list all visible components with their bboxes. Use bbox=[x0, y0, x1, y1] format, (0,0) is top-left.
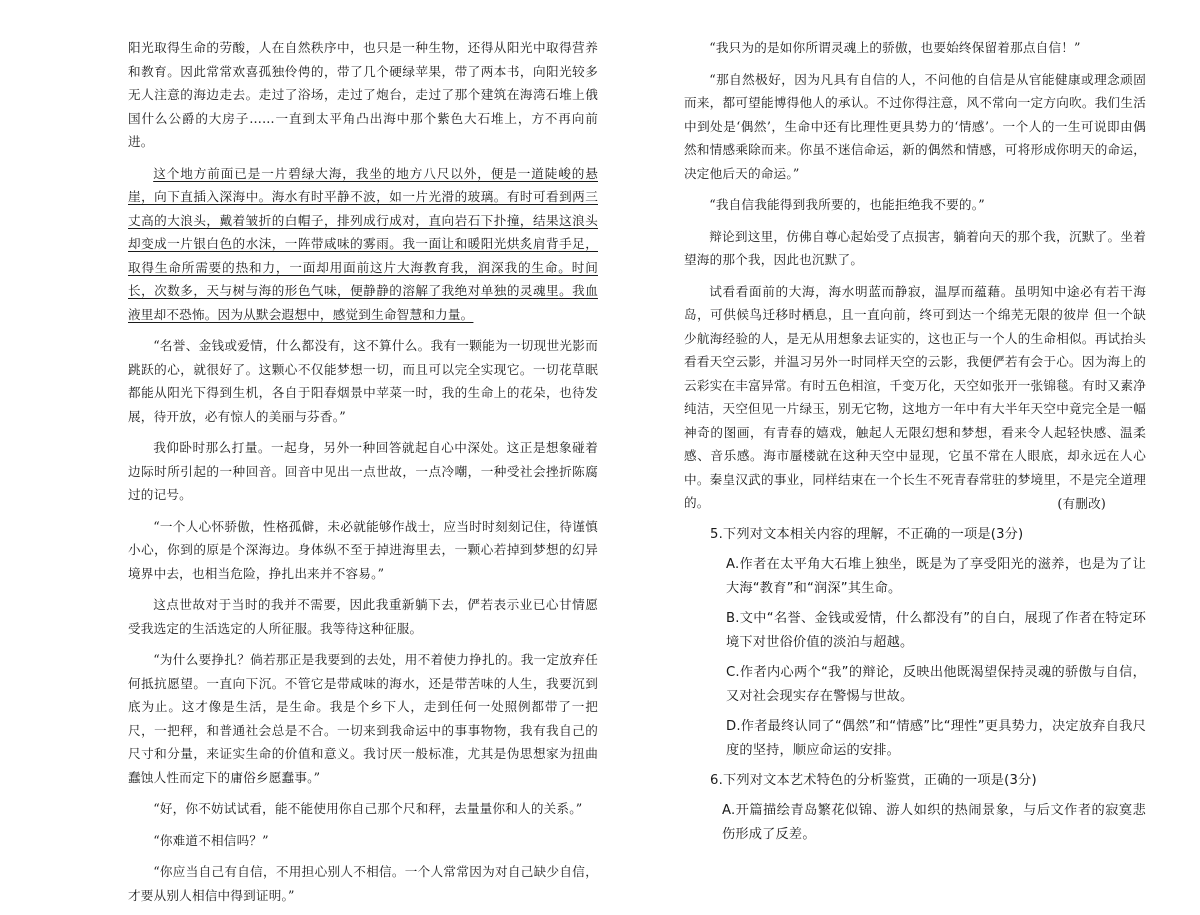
paragraph-i-believe: “我自信我能得到我所要的，也能拒绝我不要的。” bbox=[709, 197, 985, 212]
paragraph-sea-underlined bbox=[128, 162, 598, 327]
paragraph-chance-emotion: “那自然极好，因为凡具有自信的人，不问他的自信是从官能健康或理念顽固而来，都可望能博得他人的承认。不过你得注意，风不常向一定方向吹。我们生活中到处是‘偶然’，生命中还有比理性更具势力的‘情感’。一个人的一生可说即由偶然和情感乘除而来。你虽不迷信命运，新的偶然和情感，可将形成你明天的命运，决定他后天的命运。” bbox=[684, 71, 1146, 181]
paragraph-fame-money-love: “名誉、金钱或爱情，什么都没有，这不算什么。我有一颗能为一切现世光影而跳跃的心，就很好了。这颗心不仅能梦想一切，而且可以完全实现它。一切花草眠都能从阳光下得到生机，各自于阳春烟景中苹菜一时，我的生命上的花朵，也待发展，待开放，必有惊人的美丽与芬香。” bbox=[128, 338, 598, 424]
paragraph-echo: 我仰卧时那么打量。一起身，另外一种回答就起自心中深处。这正是想象碰着边际时所引起的一种回音。回音中见出一点世故，一点冷嘲，一种受社会挫折陈腐过的记号。 bbox=[128, 440, 598, 502]
question-5-option-c: C.作者内心两个“我”的辩论，反映出他既渴望保持灵魂的骄傲与自信，又对社会现实存在警惕与世故。 bbox=[726, 665, 1146, 704]
question-5-title: 5.下列对文本相关内容的理解，不正确的一项是(3分) bbox=[710, 527, 1024, 542]
question-5-option-d: D.作者最终认同了“偶然”和“情感”比“理性”更具势力，决定放弃自我尺度的坚持，顺应命运的安排。 bbox=[726, 719, 1146, 758]
paragraph-conquest: 这点世故对于当时的我并不需要，因此我重新躺下去，俨若表示业已心甘情愿受我选定的生活选定的人所征服。我等待这种征服。 bbox=[128, 597, 598, 636]
right-column bbox=[684, 36, 1146, 853]
paragraph-silence: 辩论到这里，仿佛自尊心起始受了点损害，躺着向天的那个我，沉默了。坐着望海的那个我，因此也沉默了。 bbox=[684, 228, 1146, 267]
question-6-option-a: A.开篇描绘青岛繁花似锦、游人如织的热闹景象，与后文作者的寂寞悲伤形成了反差。 bbox=[722, 803, 1146, 842]
question-5-option-b: B.文中“名誉、金钱或爱情，什么都没有”的自白，展现了作者在特定环境下对世俗价值的淡泊与超越。 bbox=[726, 611, 1146, 650]
paragraph-why-struggle: “为什么要挣扎？倘若那正是我要到的去处，用不着使力挣扎的。我一定放弃任何抵抗愿望。一直向下沉。不管它是带咸味的海水，还是带苦味的人生，我要沉到底为止。这才像是生活，是生命。我是个乡下人，走到任何一处照例都带了一把尺，一把秤，和普通社会总是不合。一切来到我命运中的事事物物，我有我自己的尺寸和分量，来证实生命的价值和意义。我讨厌一般标准，尤其是伪思想家为扭曲蠢蚀人性而定下的庸俗乡愿蠢事。” bbox=[128, 652, 598, 785]
underlined-passage: 这个地方前面已是一片碧绿大海，我坐的地方八尺以外，便是一道陡峻的悬崖，向下直插入深海中。海水有时平静不波，如一片光滑的玻璃。有时可看到两三丈高的大浪头，戴着皱折的白帽子，排列成行成对，直向岩石下扑撞，结果这浪头却变成一片银白色的水沫，一阵带咸味的雾雨。我一面让和暖阳光烘炙肩背手足，取得生命所需要的热和力，一面却用面前这片大海教育我，润深我的生命。时间长，次数多，天与树与海的形色气味，便静静的溶解了我绝对单独的灵魂里。我血液里却不恐怖。因为从默会遐想中，感觉到生命智慧和力量。 bbox=[128, 165, 598, 322]
left-column bbox=[128, 36, 598, 915]
source-note: (有删改) bbox=[1057, 495, 1106, 511]
paragraph-dont-believe: “你难道不相信吗？” bbox=[153, 832, 269, 848]
paragraph-ruler-scale: “好，你不妨试试看，能不能使用你自己那个尺和秤，去量量你和人的关系。” bbox=[153, 801, 583, 816]
paragraph-self-confidence: “你应当自己有自信，不用担心别人不相信。一个人常常因为对自己缺少自信，才要从别人相信中得到证明。” bbox=[128, 864, 598, 903]
paragraph-warning: “一个人心怀骄傲，性格孤僻，未必就能够作战士，应当时时刻刻记住，待谨慎小心，你到的原是个深海边。身体纵不至于掉进海里去，一颗心若掉到梦想的幻异境界中去，也相当危险，挣扎出来并不容易。” bbox=[128, 518, 598, 581]
paragraph-ocean-sky: 试看看面前的大海，海水明蓝而静寂，温厚而蕴藉。虽明知中途必有若干海岛，可供候鸟迁移时栖息，且一直向前，终可到达一个绵芜无限的彼岸 但一个缺少航海经验的人，是无从用想象去证实的，这也正与一个人的生命相似。再试抬头看看天空云影，并温习另外一时同样天空的云影，我便俨若有会于心。因为海上的云彩实在丰富异常。有时五色相渲，千变万化，天空如张开一张锦毯。有时又素净纯洁，天空但见一片绿玉，别无它物，这地方一年中有大半年天空中竟完全是一幅神奇的图画，有青春的嬉戏，触起人无限幻想和梦想，看来令人起轻快感、温柔感、音乐感。海市蜃楼就在这种天空中显现，它虽不常在人眼底，却永远在人心中。秦皇汉武的事业，同样结束在一个长生不死青春常驻的梦境里，不是完全道理的。 bbox=[684, 283, 1146, 510]
question-6-title: 6.下列对文本艺术特色的分析鉴赏，正确的一项是(3分) bbox=[710, 773, 1037, 788]
question-5-option-a: A.作者在太平角大石堆上独坐，既是为了享受阳光的滋养，也是为了让大海“教育”和“润深”其生命。 bbox=[726, 557, 1146, 596]
paragraph-sunlight: 阳光取得生命的劳酸，人在自然秩序中，也只是一种生物，还得从阳光中取得营养和教育。因此常常欢喜孤独伶俜的，带了几个硬绿苹果，带了两本书，向阳光较多无人注意的海边走去。走过了浴场，走过了炮台，走过了那个建筑在海湾石堆上俄国什么公爵的大房子……一直到太平角凸出海中那个紫色大石堆上，方不再向前进。 bbox=[128, 40, 598, 149]
paragraph-soul-pride: “我只为的是如你所谓灵魂上的骄傲，也要始终保留着那点自信！” bbox=[709, 40, 1081, 55]
